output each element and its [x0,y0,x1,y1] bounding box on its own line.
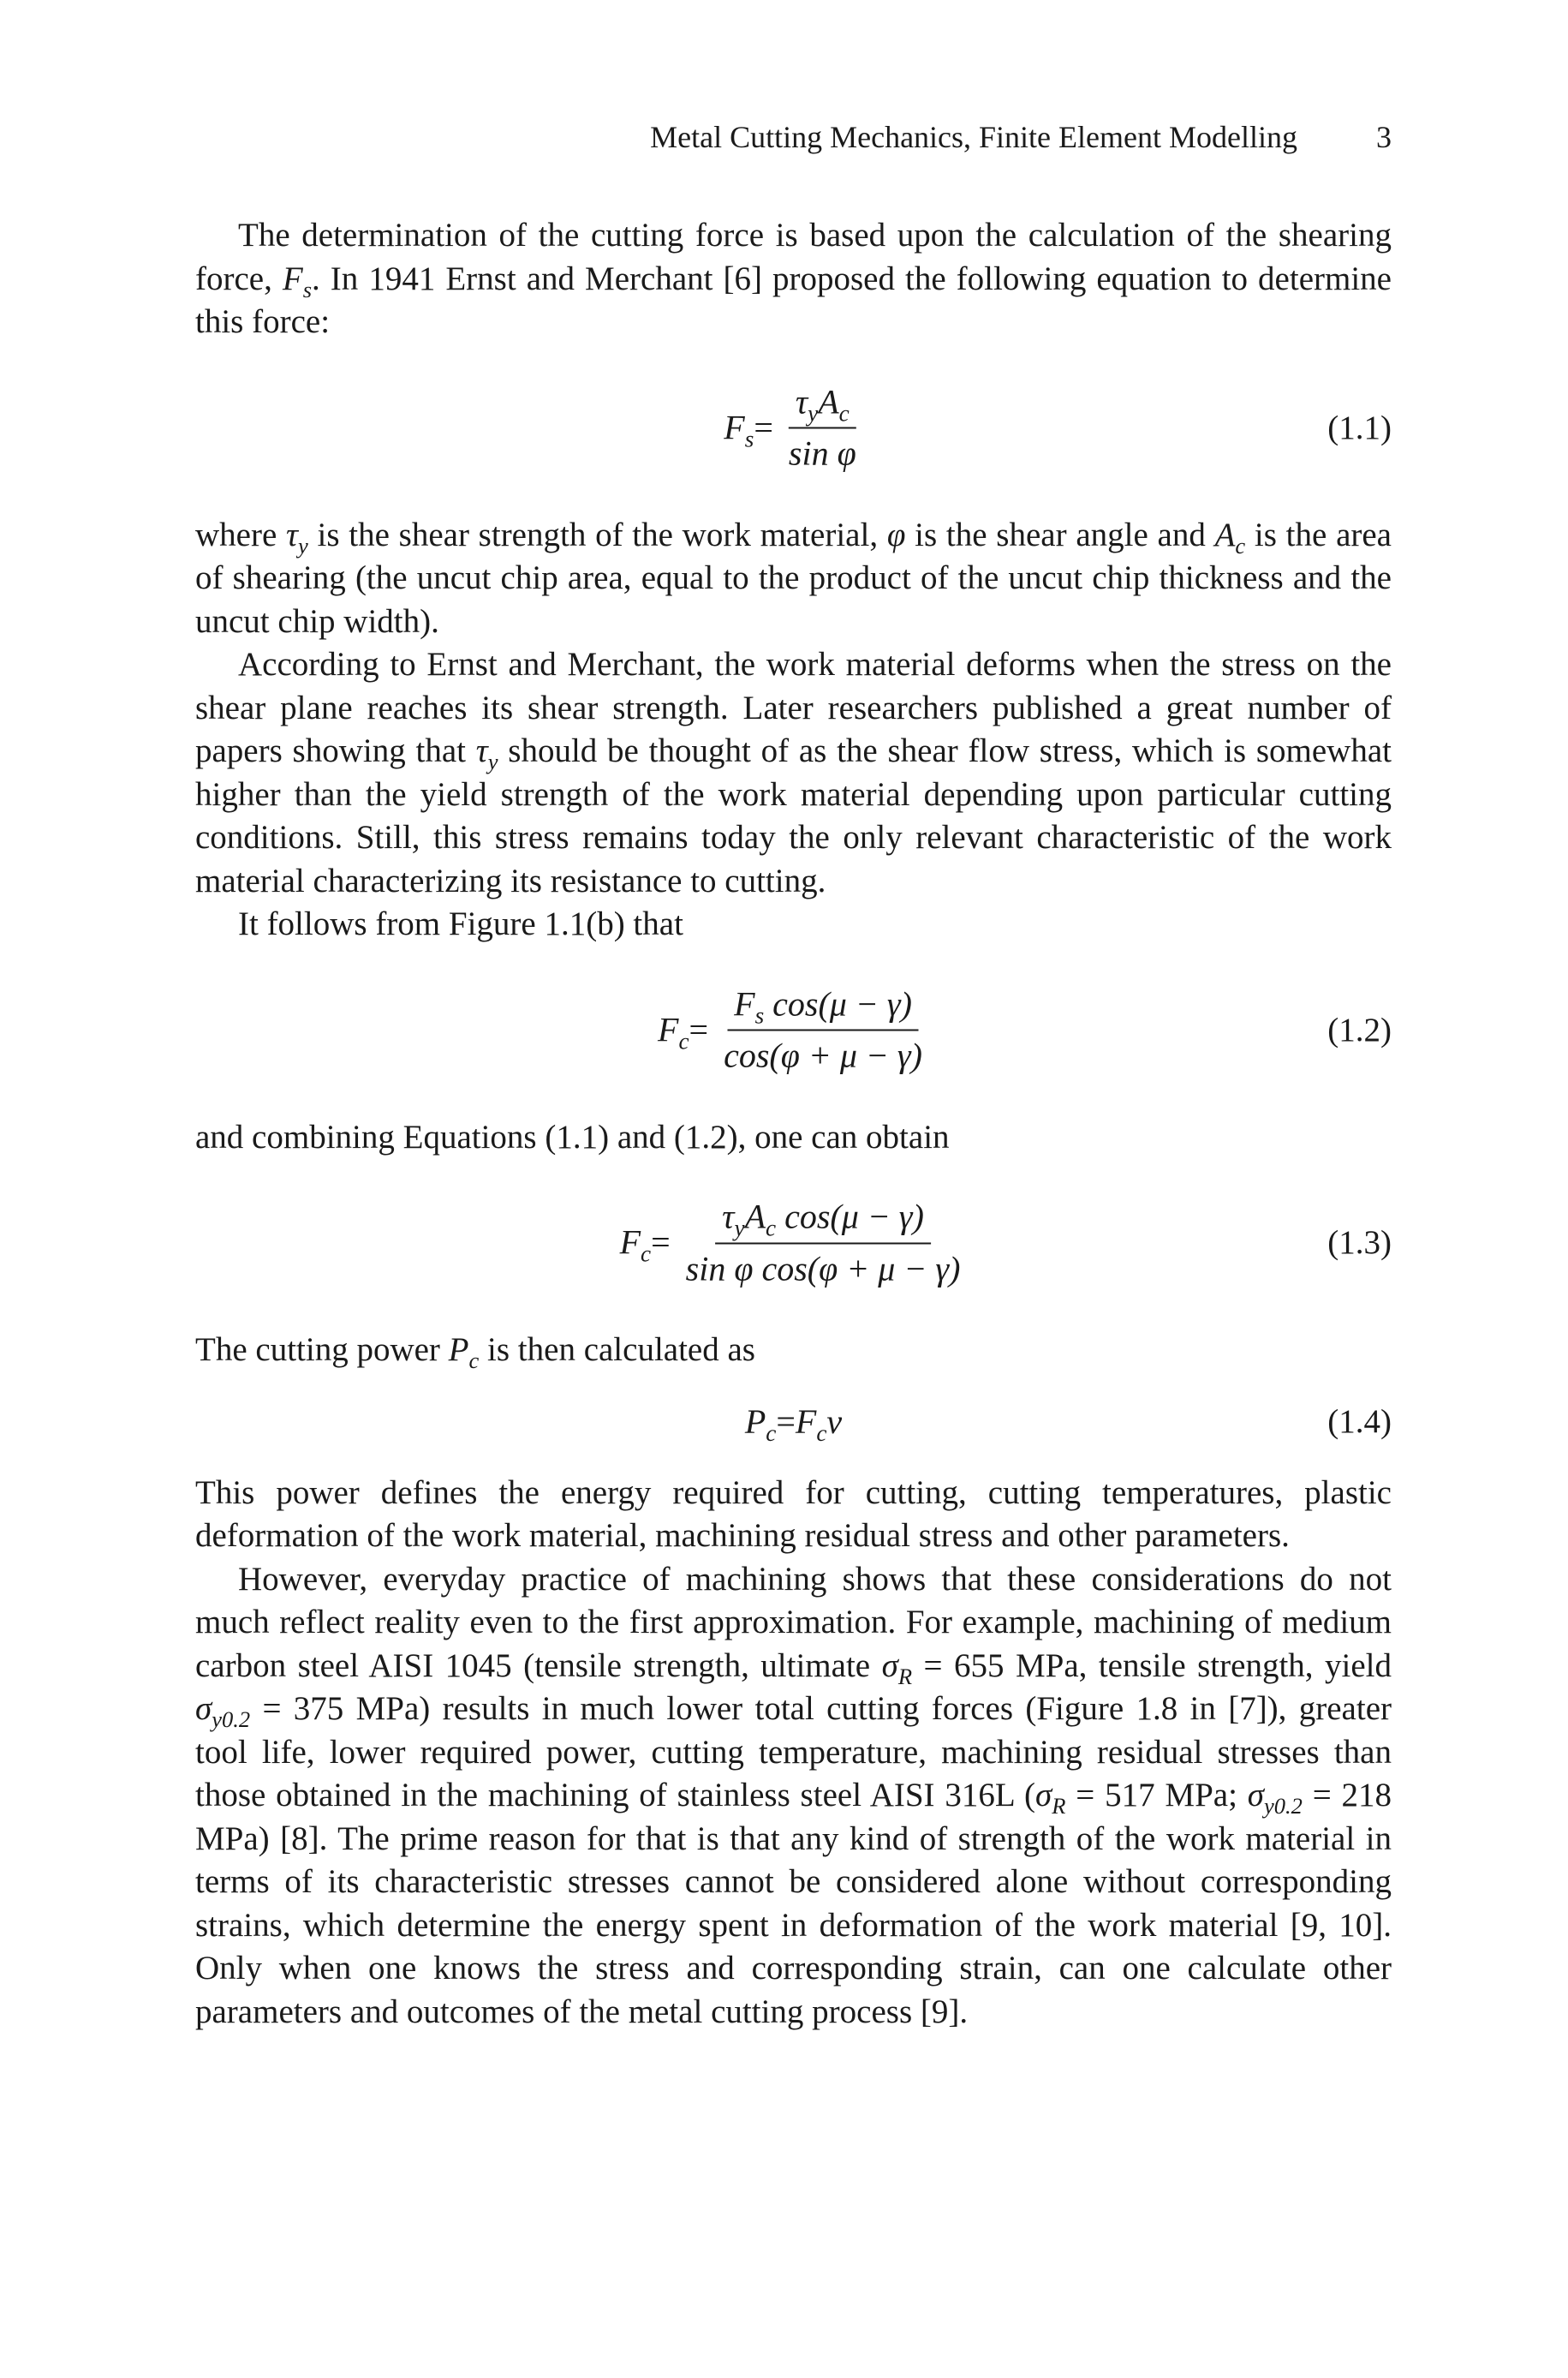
paragraph-5: and combining Equations (1.1) and (1.2), one can obtain [195,1118,950,1156]
symbol-sigma-y02: $\sigma_{y0.2}$ [1247,1777,1303,1819]
equation-1-2-fraction: $\frac{F_s \cos(\mu - \gamma)}{\cos(\varphi + \mu - \gamma)}$ [724,984,922,1075]
symbol-sigma-R: $\sigma_R$ [881,1646,913,1689]
equation-1-4-body: $P_c$ = $F_cv$ [744,1401,843,1446]
symbol-Ac: $A_c$ [1214,516,1246,559]
equation-1-3-body: $F_c$ = $\frac{\tau_yA_c \cos(\mu - \gamma)}{\text{sin φ cos(φ + μ − γ)}}$ [620,1196,968,1291]
body-text [195,214,1392,2034]
equation-number: (1.4) [1327,1402,1392,1440]
paragraph-2: where $\tau_y$ is the shear strength of the work material, φ is the shear angle and $A_c$ is the area of shearing (the uncut chip area, equal to the product of the uncut chip thickness and the uncut chip width). [195,516,1392,640]
equation-1-4 [195,1396,1392,1448]
symbol-phi: φ [886,516,906,553]
equation-1-1 [195,377,1392,480]
equation-number: (1.3) [1327,1223,1392,1261]
paragraph-6: The cutting power $P_c$ is then calculated as [195,1331,755,1373]
equation-1-1-fraction: $\frac{\tau_yA_c}{\text{sin φ}}$ [788,382,856,473]
paragraph-8: However, everyday practice of machining shows that these considerations do not much reflect reality even to the first approximation. For example, machining of medium carbon steel AISI 1045 (tensile strength, ultimate $\sigma_R = 655$ MPa, tensile strength, yield $\sigma_{y0.2} = 375$ MPa) results in much lower total cutting forces (Figure 1.8 in [7]), greater tool life, lower required power, cutting temperature, machining residual stresses than those obtained in the machining of stainless steel AISI 316L ($\sigma_R = 517$ MPa; $\sigma_{y0.2} = 218$ MPa) [8]. The prime reason for that is that any kind of strength of the work material in terms of its characteristic stresses cannot be considered alone without corresponding strains, which determine the energy spent in deformation of the work material [9, 10]. Only when one knows the stress and corresponding strain, can one calculate other parameters and outcomes of the metal cutting process [9]. [195,1560,1392,2030]
equation-1-2 [195,979,1392,1082]
symbol-tau-y: $\tau_y$ [475,732,498,774]
symbol-Pc: $P_c$ [448,1331,480,1373]
symbol-Fs: $F_s$ [282,260,313,302]
equation-1-1-body: $F_s$ = $\frac{\tau_yA_c}{\text{sin φ}}$ [724,380,862,475]
paragraph-3: According to Ernst and Merchant, the work material deforms when the stress on the shear plane reaches its shear strength. Later researchers published a great number of papers showing that $\tau_y$ should be thought of as the shear flow stress, which is somewhat higher than the yield strength of the work material depending upon particular cutting conditions. Still, this stress remains today the only relevant characteristic of the work material characterizing its resistance to cutting. [195,646,1392,899]
paragraph-1: The determination of the cutting force is based upon the calculation of the shearing force, $F_s$. In 1941 Ernst and Merchant [6] proposed the following equation to determine this force: [195,217,1392,340]
paragraph-4: It follows from Figure 1.1(b) that [238,905,683,942]
symbol-sigma-y02: $\sigma_{y0.2}$ [195,1690,251,1732]
paragraph-7: This power defines the energy required for cutting, cutting temperatures, plastic deformation of the work material, machining residual stress and other parameters. [195,1473,1392,1554]
equation-1-3 [195,1192,1392,1294]
symbol-tau-y: $\tau_y$ [286,516,308,559]
page-number: 3 [1376,120,1392,154]
equation-number: (1.2) [1327,1011,1392,1049]
symbol-sigma-R: $\sigma_R$ [1035,1777,1066,1819]
equation-1-3-fraction: $\frac{\tau_yA_c \cos(\mu - \gamma)}{\text{sin φ cos(φ + μ − γ)}}$ [685,1197,961,1288]
equation-1-2-body: $F_c$ = $\frac{F_s \cos(\mu - \gamma)}{\cos(\varphi + \mu - \gamma)}$ [658,983,929,1078]
equation-number: (1.1) [1327,409,1392,446]
running-title: Metal Cutting Mechanics, Finite Element Modelling [650,120,1297,154]
